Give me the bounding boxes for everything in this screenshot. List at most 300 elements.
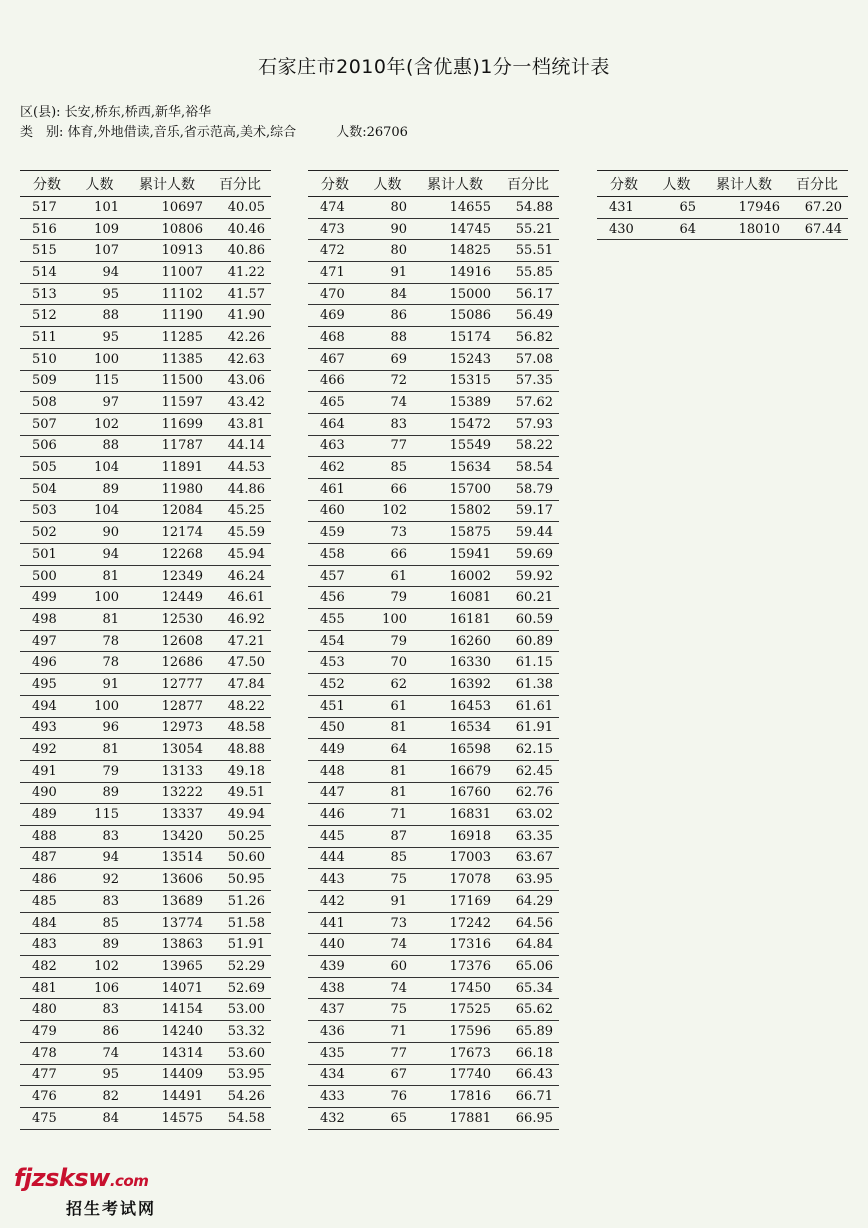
table-cell: 43.06 xyxy=(209,370,271,392)
table-row xyxy=(20,847,271,869)
table-cell: 84 xyxy=(362,283,413,305)
table-cell: 74 xyxy=(74,1042,125,1064)
table-cell: 94 xyxy=(74,847,125,869)
table-cell: 15086 xyxy=(413,305,497,327)
table-row xyxy=(308,197,559,219)
table-cell: 66.43 xyxy=(497,1064,559,1086)
table-cell: 48.88 xyxy=(209,739,271,761)
table-cell: 10697 xyxy=(125,197,209,219)
table-cell: 100 xyxy=(74,348,125,370)
table-cell: 44.53 xyxy=(209,457,271,479)
table-row xyxy=(20,1107,271,1129)
table-cell: 75 xyxy=(362,869,413,891)
table-cell: 46.92 xyxy=(209,609,271,631)
table-cell: 14655 xyxy=(413,197,497,219)
table-cell: 61.91 xyxy=(497,717,559,739)
table-cell: 459 xyxy=(308,522,362,544)
table-cell: 15174 xyxy=(413,327,497,349)
table-cell: 81 xyxy=(74,609,125,631)
table-cell: 11500 xyxy=(125,370,209,392)
table-cell: 57.93 xyxy=(497,413,559,435)
table-cell: 472 xyxy=(308,240,362,262)
table-cell: 104 xyxy=(74,500,125,522)
table-cell: 515 xyxy=(20,240,74,262)
table-cell: 58.22 xyxy=(497,435,559,457)
table-cell: 79 xyxy=(74,760,125,782)
table-cell: 58.54 xyxy=(497,457,559,479)
table-cell: 81 xyxy=(362,717,413,739)
table-cell: 45.59 xyxy=(209,522,271,544)
table-cell: 17169 xyxy=(413,891,497,913)
table-cell: 74 xyxy=(362,934,413,956)
table-row xyxy=(20,1042,271,1064)
table-cell: 40.05 xyxy=(209,197,271,219)
table-cell: 452 xyxy=(308,674,362,696)
table-cell: 445 xyxy=(308,825,362,847)
table-row xyxy=(308,1021,559,1043)
table-cell: 491 xyxy=(20,760,74,782)
table-row xyxy=(308,435,559,457)
table-row xyxy=(308,695,559,717)
table-cell: 90 xyxy=(362,218,413,240)
table-cell: 18010 xyxy=(702,218,786,240)
table-cell: 44.14 xyxy=(209,435,271,457)
table-cell: 76 xyxy=(362,1086,413,1108)
table-cell: 512 xyxy=(20,305,74,327)
table-cell: 13133 xyxy=(125,760,209,782)
table-cell: 102 xyxy=(74,956,125,978)
table-cell: 490 xyxy=(20,782,74,804)
table-cell: 60.89 xyxy=(497,630,559,652)
table-row xyxy=(20,262,271,284)
table-cell: 473 xyxy=(308,218,362,240)
table-cell: 64 xyxy=(651,218,702,240)
table-cell: 500 xyxy=(20,565,74,587)
table-cell: 11597 xyxy=(125,392,209,414)
table-cell: 489 xyxy=(20,804,74,826)
table-row xyxy=(20,739,271,761)
table-row xyxy=(308,1107,559,1129)
table-cell: 440 xyxy=(308,934,362,956)
table-row xyxy=(20,934,271,956)
table-cell: 89 xyxy=(74,478,125,500)
table-cell: 492 xyxy=(20,739,74,761)
table-cell: 17881 xyxy=(413,1107,497,1129)
table-row xyxy=(20,912,271,934)
table-cell: 455 xyxy=(308,609,362,631)
table-row xyxy=(20,652,271,674)
table-cell: 474 xyxy=(308,197,362,219)
table-cell: 13689 xyxy=(125,891,209,913)
table-cell: 15700 xyxy=(413,478,497,500)
table-cell: 16392 xyxy=(413,674,497,696)
table-cell: 91 xyxy=(362,262,413,284)
table-cell: 86 xyxy=(74,1021,125,1043)
table-cell: 17946 xyxy=(702,197,786,219)
table-cell: 460 xyxy=(308,500,362,522)
table-cell: 16918 xyxy=(413,825,497,847)
total-count: 人数:26706 xyxy=(336,125,408,140)
table-row xyxy=(308,1042,559,1064)
table-cell: 48.58 xyxy=(209,717,271,739)
table-cell: 67 xyxy=(362,1064,413,1086)
table-cell: 59.17 xyxy=(497,500,559,522)
table-cell: 494 xyxy=(20,695,74,717)
table-row xyxy=(20,413,271,435)
table-row xyxy=(20,609,271,631)
table-cell: 56.49 xyxy=(497,305,559,327)
table-cell: 13222 xyxy=(125,782,209,804)
table-row xyxy=(308,478,559,500)
table-cell: 60.21 xyxy=(497,587,559,609)
table-row xyxy=(20,218,271,240)
table-row xyxy=(308,977,559,999)
table-cell: 430 xyxy=(597,218,651,240)
table-cell: 43.81 xyxy=(209,413,271,435)
table-cell: 62.76 xyxy=(497,782,559,804)
table-cell: 11699 xyxy=(125,413,209,435)
table-cell: 65.62 xyxy=(497,999,559,1021)
column-header: 百分比 xyxy=(209,171,271,197)
table-cell: 14491 xyxy=(125,1086,209,1108)
table-cell: 74 xyxy=(362,977,413,999)
table-cell: 475 xyxy=(20,1107,74,1129)
table-cell: 431 xyxy=(597,197,651,219)
table-cell: 446 xyxy=(308,804,362,826)
table-cell: 11385 xyxy=(125,348,209,370)
table-cell: 61.38 xyxy=(497,674,559,696)
table-cell: 480 xyxy=(20,999,74,1021)
table-cell: 11190 xyxy=(125,305,209,327)
table-row xyxy=(308,956,559,978)
table-row xyxy=(20,392,271,414)
table-cell: 458 xyxy=(308,544,362,566)
table-row xyxy=(20,1086,271,1108)
table-cell: 100 xyxy=(362,609,413,631)
table-cell: 85 xyxy=(362,847,413,869)
table-header-row xyxy=(308,171,559,197)
table-row xyxy=(20,457,271,479)
table-row xyxy=(308,240,559,262)
table-cell: 81 xyxy=(74,739,125,761)
table-cell: 449 xyxy=(308,739,362,761)
table-cell: 104 xyxy=(74,457,125,479)
table-row xyxy=(20,522,271,544)
table-row xyxy=(308,348,559,370)
table-cell: 90 xyxy=(74,522,125,544)
table-cell: 442 xyxy=(308,891,362,913)
category-line xyxy=(20,124,408,142)
table-cell: 83 xyxy=(74,825,125,847)
column-header: 分数 xyxy=(597,171,651,197)
table-cell: 436 xyxy=(308,1021,362,1043)
table-cell: 67.20 xyxy=(786,197,848,219)
table-cell: 457 xyxy=(308,565,362,587)
table-row xyxy=(308,218,559,240)
table-cell: 73 xyxy=(362,912,413,934)
table-cell: 48.22 xyxy=(209,695,271,717)
table-cell: 517 xyxy=(20,197,74,219)
table-cell: 106 xyxy=(74,977,125,999)
table-header-row xyxy=(20,171,271,197)
table-cell: 467 xyxy=(308,348,362,370)
table-cell: 509 xyxy=(20,370,74,392)
table-cell: 86 xyxy=(362,305,413,327)
table-cell: 57.62 xyxy=(497,392,559,414)
table-cell: 85 xyxy=(74,912,125,934)
table-row xyxy=(308,630,559,652)
table-cell: 497 xyxy=(20,630,74,652)
table-cell: 60.59 xyxy=(497,609,559,631)
table-cell: 63.67 xyxy=(497,847,559,869)
table-cell: 17596 xyxy=(413,1021,497,1043)
table-cell: 63.02 xyxy=(497,804,559,826)
table-cell: 14575 xyxy=(125,1107,209,1129)
table-cell: 463 xyxy=(308,435,362,457)
table-cell: 13863 xyxy=(125,934,209,956)
table-cell: 477 xyxy=(20,1064,74,1086)
table-cell: 448 xyxy=(308,760,362,782)
table-row xyxy=(20,999,271,1021)
table-cell: 102 xyxy=(362,500,413,522)
table-cell: 437 xyxy=(308,999,362,1021)
table-cell: 61.15 xyxy=(497,652,559,674)
table-row xyxy=(20,1021,271,1043)
table-row xyxy=(308,934,559,956)
table-cell: 89 xyxy=(74,934,125,956)
category-text: 类 别: 体育,外地借读,音乐,省示范高,美术,综合 xyxy=(20,125,297,140)
table-cell: 13774 xyxy=(125,912,209,934)
table-row xyxy=(20,1064,271,1086)
table-cell: 450 xyxy=(308,717,362,739)
table-row xyxy=(308,500,559,522)
table-cell: 16260 xyxy=(413,630,497,652)
table-cell: 80 xyxy=(362,197,413,219)
table-cell: 12530 xyxy=(125,609,209,631)
table-row xyxy=(20,630,271,652)
table-row xyxy=(20,977,271,999)
table-cell: 58.79 xyxy=(497,478,559,500)
table-cell: 511 xyxy=(20,327,74,349)
table-cell: 88 xyxy=(362,327,413,349)
table-cell: 17078 xyxy=(413,869,497,891)
score-table-2 xyxy=(308,170,559,1130)
table-cell: 42.63 xyxy=(209,348,271,370)
logo-subtitle: 招生考试网 xyxy=(66,1199,157,1218)
table-cell: 16598 xyxy=(413,739,497,761)
table-cell: 47.84 xyxy=(209,674,271,696)
table-cell: 46.61 xyxy=(209,587,271,609)
table-cell: 47.50 xyxy=(209,652,271,674)
table-cell: 49.18 xyxy=(209,760,271,782)
table-cell: 481 xyxy=(20,977,74,999)
table-cell: 84 xyxy=(74,1107,125,1129)
table-cell: 479 xyxy=(20,1021,74,1043)
table-cell: 12777 xyxy=(125,674,209,696)
table-cell: 101 xyxy=(74,197,125,219)
table-row xyxy=(20,695,271,717)
table-cell: 501 xyxy=(20,544,74,566)
table-row xyxy=(20,327,271,349)
table-cell: 17525 xyxy=(413,999,497,1021)
table-cell: 12973 xyxy=(125,717,209,739)
table-row xyxy=(308,413,559,435)
table-row xyxy=(20,240,271,262)
table-cell: 50.25 xyxy=(209,825,271,847)
table-row xyxy=(308,912,559,934)
table-cell: 91 xyxy=(362,891,413,913)
table-cell: 100 xyxy=(74,587,125,609)
table-cell: 67.44 xyxy=(786,218,848,240)
table-row xyxy=(308,609,559,631)
table-cell: 12174 xyxy=(125,522,209,544)
table-cell: 63.95 xyxy=(497,869,559,891)
table-cell: 80 xyxy=(362,240,413,262)
table-cell: 487 xyxy=(20,847,74,869)
table-cell: 62 xyxy=(362,674,413,696)
table-cell: 53.60 xyxy=(209,1042,271,1064)
table-cell: 55.85 xyxy=(497,262,559,284)
table-cell: 65.89 xyxy=(497,1021,559,1043)
column-header: 人数 xyxy=(651,171,702,197)
table-cell: 16453 xyxy=(413,695,497,717)
table-cell: 14916 xyxy=(413,262,497,284)
table-row xyxy=(308,782,559,804)
column-header: 累计人数 xyxy=(125,171,209,197)
table-cell: 83 xyxy=(74,999,125,1021)
table-cell: 53.95 xyxy=(209,1064,271,1086)
column-header: 百分比 xyxy=(497,171,559,197)
table-cell: 57.35 xyxy=(497,370,559,392)
page-title: 石家庄市2010年(含优惠)1分一档统计表 xyxy=(258,56,610,78)
table-cell: 65 xyxy=(362,1107,413,1129)
table-row xyxy=(308,522,559,544)
table-cell: 89 xyxy=(74,782,125,804)
table-cell: 478 xyxy=(20,1042,74,1064)
column-header: 百分比 xyxy=(786,171,848,197)
table-cell: 468 xyxy=(308,327,362,349)
table-cell: 12877 xyxy=(125,695,209,717)
table-cell: 115 xyxy=(74,804,125,826)
table-cell: 14240 xyxy=(125,1021,209,1043)
table-cell: 53.00 xyxy=(209,999,271,1021)
table-cell: 13606 xyxy=(125,869,209,891)
table-cell: 503 xyxy=(20,500,74,522)
table-row xyxy=(597,197,848,219)
table-cell: 476 xyxy=(20,1086,74,1108)
table-cell: 456 xyxy=(308,587,362,609)
table-row xyxy=(20,283,271,305)
table-cell: 49.94 xyxy=(209,804,271,826)
table-row xyxy=(20,869,271,891)
table-cell: 16002 xyxy=(413,565,497,587)
table-row xyxy=(308,847,559,869)
table-cell: 115 xyxy=(74,370,125,392)
table-cell: 469 xyxy=(308,305,362,327)
table-cell: 432 xyxy=(308,1107,362,1129)
table-cell: 516 xyxy=(20,218,74,240)
table-cell: 11007 xyxy=(125,262,209,284)
table-cell: 17003 xyxy=(413,847,497,869)
column-header: 累计人数 xyxy=(413,171,497,197)
table-cell: 14409 xyxy=(125,1064,209,1086)
table-cell: 488 xyxy=(20,825,74,847)
table-cell: 54.26 xyxy=(209,1086,271,1108)
table-cell: 14314 xyxy=(125,1042,209,1064)
table-cell: 16760 xyxy=(413,782,497,804)
table-cell: 15802 xyxy=(413,500,497,522)
table-cell: 59.69 xyxy=(497,544,559,566)
table-cell: 45.94 xyxy=(209,544,271,566)
region-line: 区(县): 长安,桥东,桥西,新华,裕华 xyxy=(20,105,212,120)
table-row xyxy=(308,565,559,587)
score-table-1 xyxy=(20,170,271,1130)
table-cell: 15000 xyxy=(413,283,497,305)
table-cell: 502 xyxy=(20,522,74,544)
table-cell: 87 xyxy=(362,825,413,847)
table-cell: 41.57 xyxy=(209,283,271,305)
table-row xyxy=(20,500,271,522)
table-cell: 12084 xyxy=(125,500,209,522)
column-header: 分数 xyxy=(20,171,74,197)
table-cell: 61 xyxy=(362,695,413,717)
table-row xyxy=(20,804,271,826)
table-cell: 73 xyxy=(362,522,413,544)
table-row xyxy=(308,1086,559,1108)
table-cell: 13337 xyxy=(125,804,209,826)
table-cell: 47.21 xyxy=(209,630,271,652)
table-cell: 83 xyxy=(74,891,125,913)
table-row xyxy=(308,544,559,566)
table-row xyxy=(308,760,559,782)
table-cell: 46.24 xyxy=(209,565,271,587)
table-row xyxy=(308,1064,559,1086)
table-cell: 513 xyxy=(20,283,74,305)
table-row xyxy=(308,283,559,305)
table-cell: 91 xyxy=(74,674,125,696)
table-cell: 78 xyxy=(74,630,125,652)
table-row xyxy=(308,327,559,349)
table-cell: 439 xyxy=(308,956,362,978)
table-cell: 441 xyxy=(308,912,362,934)
table-cell: 11285 xyxy=(125,327,209,349)
table-row xyxy=(20,891,271,913)
table-cell: 17376 xyxy=(413,956,497,978)
table-row xyxy=(308,804,559,826)
table-cell: 51.91 xyxy=(209,934,271,956)
table-row xyxy=(20,478,271,500)
table-cell: 453 xyxy=(308,652,362,674)
table-cell: 16831 xyxy=(413,804,497,826)
table-cell: 77 xyxy=(362,1042,413,1064)
table-cell: 55.21 xyxy=(497,218,559,240)
table-cell: 11891 xyxy=(125,457,209,479)
table-cell: 66 xyxy=(362,478,413,500)
table-cell: 44.86 xyxy=(209,478,271,500)
table-cell: 13054 xyxy=(125,739,209,761)
table-cell: 498 xyxy=(20,609,74,631)
table-cell: 17242 xyxy=(413,912,497,934)
table-cell: 41.22 xyxy=(209,262,271,284)
table-cell: 109 xyxy=(74,218,125,240)
table-cell: 71 xyxy=(362,804,413,826)
table-cell: 81 xyxy=(362,760,413,782)
table-cell: 17450 xyxy=(413,977,497,999)
table-cell: 10806 xyxy=(125,218,209,240)
table-cell: 97 xyxy=(74,392,125,414)
table-row xyxy=(308,262,559,284)
table-row xyxy=(20,348,271,370)
